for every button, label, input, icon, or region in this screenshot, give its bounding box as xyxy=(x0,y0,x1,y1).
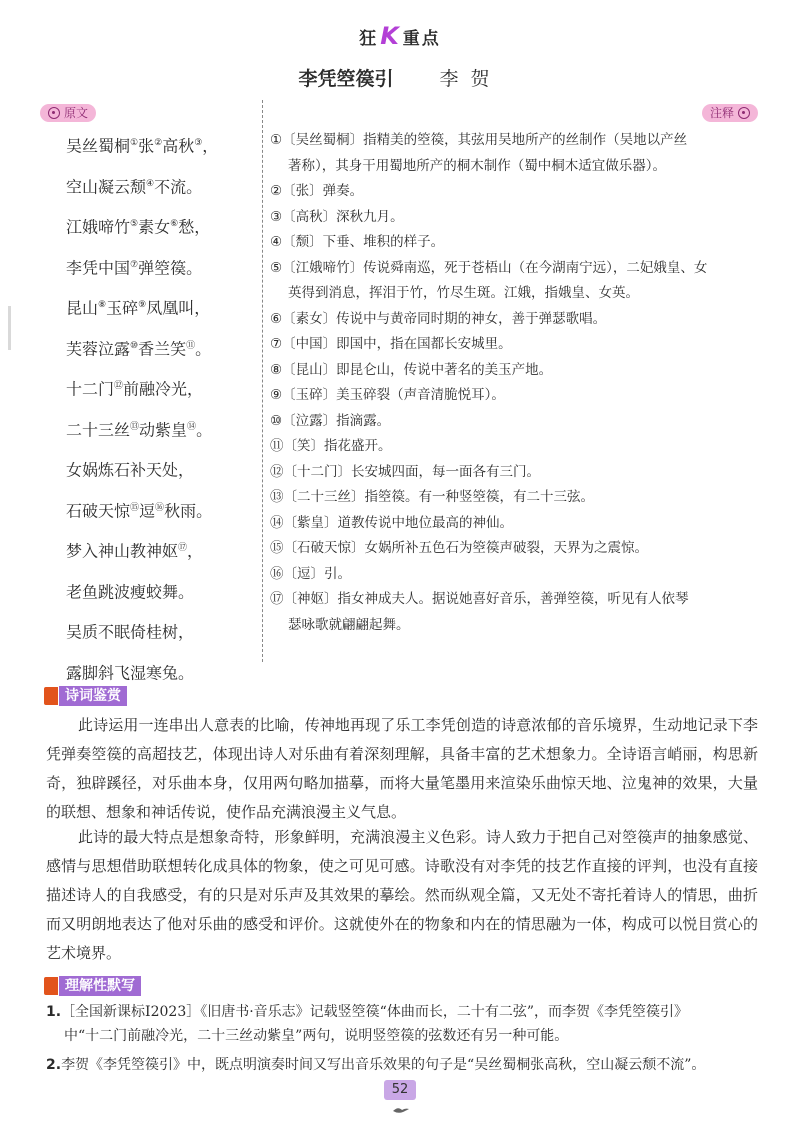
footnote-marker: ⑫ xyxy=(114,381,124,391)
poem-text-segment: 江娥啼竹 xyxy=(66,217,131,237)
note-term: 〔紫皇〕 xyxy=(283,514,338,531)
note-item xyxy=(270,383,760,409)
note-item xyxy=(270,307,760,333)
poem-text-segment: 昆山 xyxy=(66,298,99,318)
note-term: 〔昆山〕 xyxy=(282,361,337,378)
page-number: 52 xyxy=(384,1080,416,1100)
poem-text-segment: 弹箜篌。 xyxy=(138,257,203,277)
footnote-marker: ⑥ xyxy=(170,219,179,229)
poem-line xyxy=(66,211,218,252)
note-number: ⑪ xyxy=(270,438,284,454)
poem-text-segment: ， xyxy=(202,136,219,156)
note-item xyxy=(270,332,760,358)
note-text: 传说舜南巡，死于苍梧山（在今湖南宁远），二妃娥皇、女 xyxy=(363,259,708,276)
footnote-marker: ⑯ xyxy=(155,502,165,513)
footnote-marker: ① xyxy=(130,138,139,148)
poem-text-segment: 芙蓉泣露 xyxy=(66,338,131,358)
note-item xyxy=(270,434,760,460)
footnote-marker: ⑩ xyxy=(130,340,139,351)
poem-text-segment: 吴丝蜀桐 xyxy=(66,136,131,156)
poem-text-segment: 不流。 xyxy=(154,176,203,196)
poem-line xyxy=(66,171,218,212)
question-1-number: 1. xyxy=(46,1004,62,1020)
dictation-label: 理解性默写 xyxy=(59,976,141,996)
note-item xyxy=(270,179,760,205)
note-text-continued: 瑟咏歌就翩翩起舞。 xyxy=(288,616,410,633)
poem-text-segment: 凤凰叫， xyxy=(146,298,211,318)
note-text-continued: 著称），其身干用蜀地所产的桐木制作（蜀中桐木适宜做乐器）。 xyxy=(288,157,666,174)
poem-text-segment: 石破天惊 xyxy=(66,500,131,520)
note-item xyxy=(270,230,760,256)
original-tag xyxy=(40,104,96,122)
note-number: ⑨ xyxy=(270,387,283,403)
poem-text-segment: 玉碎 xyxy=(106,298,139,318)
poem-text-segment: 梦入神山教神妪 xyxy=(66,541,179,561)
poem-line xyxy=(66,535,218,576)
poem-text-segment: 。 xyxy=(195,338,212,358)
note-item xyxy=(270,536,760,562)
poem-text-segment: 老鱼跳波瘦蛟舞。 xyxy=(66,581,195,601)
notes-list xyxy=(270,128,760,638)
poem-text-segment: 。 xyxy=(196,419,213,439)
note-term: 〔吴丝蜀桐〕 xyxy=(282,132,364,148)
poem-text-segment: 香兰笑 xyxy=(138,338,187,358)
note-number: ⑰ xyxy=(270,591,284,607)
note-item xyxy=(270,562,760,588)
poem-author: 李贺 xyxy=(439,68,502,90)
footnote-marker: ⑮ xyxy=(130,502,140,513)
question-1 xyxy=(46,1000,764,1048)
poem-line xyxy=(66,414,218,455)
poem-text-segment: 高秋 xyxy=(162,136,195,156)
note-term: 〔中国〕 xyxy=(282,336,337,352)
note-text: 指花盛开。 xyxy=(324,438,392,454)
note-item xyxy=(270,256,760,307)
note-number: ⑬ xyxy=(270,489,284,505)
note-term: 〔逗〕 xyxy=(283,565,324,582)
poem-line xyxy=(66,292,218,333)
note-text: 弹奏。 xyxy=(322,183,364,199)
note-term: 〔十二门〕 xyxy=(283,463,351,480)
footnote-marker: ⑧ xyxy=(98,300,107,310)
note-number: ⑤ xyxy=(270,259,283,276)
note-text: 即国中，指在国都长安城里。 xyxy=(336,336,512,352)
poem-line xyxy=(66,576,218,617)
appreciation-label: 诗词鉴赏 xyxy=(59,686,127,706)
note-text: 深秋九月。 xyxy=(336,208,404,225)
note-text: 长安城四面，每一面各有三门。 xyxy=(351,463,540,480)
note-text: 引。 xyxy=(324,565,351,582)
appreciation-paragraph-1: 此诗运用一连串出人意表的比喻，传神地再现了乐工李凭创造的诗意浓郁的音乐境界，生动地记录下李凭弹奏箜篌的高超技艺，体现出诗人对乐曲有着深刻理解，具备丰富的艺术想象力。全诗语言峭丽，构思新奇，独辟蹊径，对乐曲本身，仅用两句略加描摹，而将大量笔墨用来渲染乐曲惊天地、泣鬼神的效果，大量的联想、想象和神话传说，使作品充满浪漫主义气息。 xyxy=(46,716,758,821)
poem-text-segment: 吴质不眠倚桂树， xyxy=(66,622,195,642)
note-number: ⑮ xyxy=(270,540,284,556)
note-item xyxy=(270,205,760,231)
note-number: ⑥ xyxy=(270,310,283,327)
note-item xyxy=(270,128,760,179)
note-term: 〔二十三丝〕 xyxy=(283,489,365,505)
poem-text-segment: 露脚斜飞湿寒兔。 xyxy=(66,662,195,682)
poem-line xyxy=(66,373,218,414)
poem-text-segment: 素女 xyxy=(138,217,171,237)
footnote-marker: ② xyxy=(154,138,163,148)
poem-text-segment: 秋雨。 xyxy=(164,500,213,520)
poem-text-segment: 逗 xyxy=(139,500,156,520)
note-number: ② xyxy=(270,183,283,199)
note-item xyxy=(270,587,760,638)
note-term: 〔笑〕 xyxy=(283,438,324,454)
brand-header xyxy=(0,22,800,50)
poem-text-segment: 张 xyxy=(138,136,155,156)
note-number: ④ xyxy=(270,234,283,250)
note-text: 传说中与黄帝同时期的神女，善于弹瑟歌唱。 xyxy=(336,310,607,327)
note-term: 〔石破天惊〕 xyxy=(283,540,365,556)
question-1-text-b: 中“十二门前融冷光，二十三丝动紫皇”两句，说明竖箜篌的弦数还有另一种可能。 xyxy=(64,1028,569,1044)
brand-k-logo: K xyxy=(380,22,401,50)
footnote-marker: ⑬ xyxy=(130,421,140,432)
poem-text-segment: 前融冷光， xyxy=(123,379,204,399)
note-term: 〔张〕 xyxy=(282,183,323,199)
poem-text-segment: 愁， xyxy=(178,217,211,237)
brand-post: 重点 xyxy=(402,29,441,49)
poem-text-segment: 李凭中国 xyxy=(66,257,131,277)
note-number: ① xyxy=(270,132,283,148)
note-text: 美玉碎裂（声音清脆悦耳）。 xyxy=(336,387,505,403)
scan-mark xyxy=(8,306,11,350)
footnote-marker: ⑤ xyxy=(130,219,139,229)
target-icon xyxy=(48,107,60,119)
note-number: ⑦ xyxy=(270,336,283,352)
note-term: 〔江娥啼竹〕 xyxy=(282,259,364,276)
note-text: 下垂、堆积的样子。 xyxy=(322,234,445,250)
note-item xyxy=(270,358,760,384)
note-text: 指女神成夫人。据说她喜好音乐，善弹箜篌，听见有人依琴 xyxy=(337,591,689,607)
footnote-marker: ⑰ xyxy=(178,543,188,553)
poem-text xyxy=(66,130,218,697)
footnote-marker: ③ xyxy=(194,138,203,148)
note-number: ⑧ xyxy=(270,361,283,378)
column-divider xyxy=(262,100,263,662)
note-text: 指精美的箜篌，其弦用吴地所产的丝制作（吴地以产丝 xyxy=(363,132,688,148)
poem-text-segment: 十二门 xyxy=(66,379,115,399)
footnote-marker: ⑨ xyxy=(138,300,147,310)
book-icon xyxy=(44,687,58,705)
question-2-number: 2. xyxy=(46,1057,62,1073)
note-number: ⑫ xyxy=(270,463,284,480)
poem-text-segment: 动紫皇 xyxy=(139,419,188,439)
poem-line xyxy=(66,454,218,495)
page-title xyxy=(0,64,800,91)
note-text: 道教传说中地位最高的神仙。 xyxy=(337,514,513,531)
note-number: ③ xyxy=(270,208,283,225)
footnote-marker: ⑦ xyxy=(130,259,139,270)
poem-line xyxy=(66,130,218,171)
note-item xyxy=(270,485,760,511)
footnote-marker: ⑪ xyxy=(186,340,196,351)
note-item xyxy=(270,460,760,486)
poem-line xyxy=(66,252,218,293)
note-term: 〔玉碎〕 xyxy=(282,387,337,403)
note-number: ⑭ xyxy=(270,514,284,531)
appreciation-heading xyxy=(44,686,127,706)
question-2-text: 李贺《李凭箜篌引》中，既点明演奏时间又写出音乐效果的句子是“吴丝蜀桐张高秋，空山凝云颓不流”。 xyxy=(61,1057,706,1073)
note-text: 即昆仑山，传说中著名的美玉产地。 xyxy=(336,361,553,378)
note-term: 〔泣露〕 xyxy=(282,412,337,429)
poem-text-segment: 空山凝云颓 xyxy=(66,176,147,196)
note-text: 指箜篌。有一种竖箜篌，有二十三弦。 xyxy=(364,489,594,505)
book-icon xyxy=(44,977,58,995)
note-text-continued: 英得到消息，挥泪于竹，竹尽生斑。江娥，指娥皇、女英。 xyxy=(288,285,639,301)
appreciation-paragraph-2: 此诗的最大特点是想象奇特，形象鲜明，充满浪漫主义色彩。诗人致力于把自己对箜篌声的抽象感觉、感情与思想借助联想转化成具体的物象，使之可见可感。诗歌没有对李凭的技艺作直接的评判，也没有直接描述诗人的自我感受，有的只是对乐声及其效果的摹绘。然而纵观全篇，又无处不寄托着诗人的情思，曲折而又明朗地表达了他对乐曲的感受和评价。这就使外在的物象和内在的情思融为一体，构成可以悦目赏心的艺术境界。 xyxy=(46,828,758,962)
poem-text-segment: 二十三丝 xyxy=(66,419,131,439)
brand-pre: 狂 xyxy=(359,29,379,49)
question-2 xyxy=(46,1053,764,1077)
note-item xyxy=(270,409,760,435)
bird-ornament-icon xyxy=(392,1105,410,1115)
note-term: 〔高秋〕 xyxy=(282,208,337,225)
note-text: 女娲所补五色石为箜篌声破裂，天界为之震惊。 xyxy=(364,540,648,556)
notes-tag xyxy=(702,104,758,122)
note-term: 〔素女〕 xyxy=(282,310,337,327)
original-tag-label: 原文 xyxy=(64,106,89,120)
note-number: ⑩ xyxy=(270,412,283,429)
note-term: 〔神妪〕 xyxy=(283,591,338,607)
note-term: 〔颓〕 xyxy=(282,234,323,250)
dictation-heading xyxy=(44,976,141,996)
poem-text-segment: 女娲炼石补天处， xyxy=(66,460,195,480)
poem-text-segment: ， xyxy=(187,541,204,561)
poem-line xyxy=(66,333,218,374)
poem-line xyxy=(66,495,218,536)
poem-line xyxy=(66,616,218,657)
question-1-text-a: ［全国新课标Ⅰ2023］《旧唐书·音乐志》记载竖箜篌“体曲而长，二十有二弦”，而李贺《李凭箜篌引》 xyxy=(61,1004,688,1020)
poem-title: 李凭箜篌引 xyxy=(298,68,394,90)
note-item xyxy=(270,511,760,537)
notes-tag-label: 注释 xyxy=(709,106,734,120)
footnote-marker: ⑭ xyxy=(187,421,197,432)
footnote-marker: ④ xyxy=(146,178,155,189)
target-icon xyxy=(738,107,750,119)
note-text: 指滴露。 xyxy=(336,412,391,429)
note-number: ⑯ xyxy=(270,565,284,582)
